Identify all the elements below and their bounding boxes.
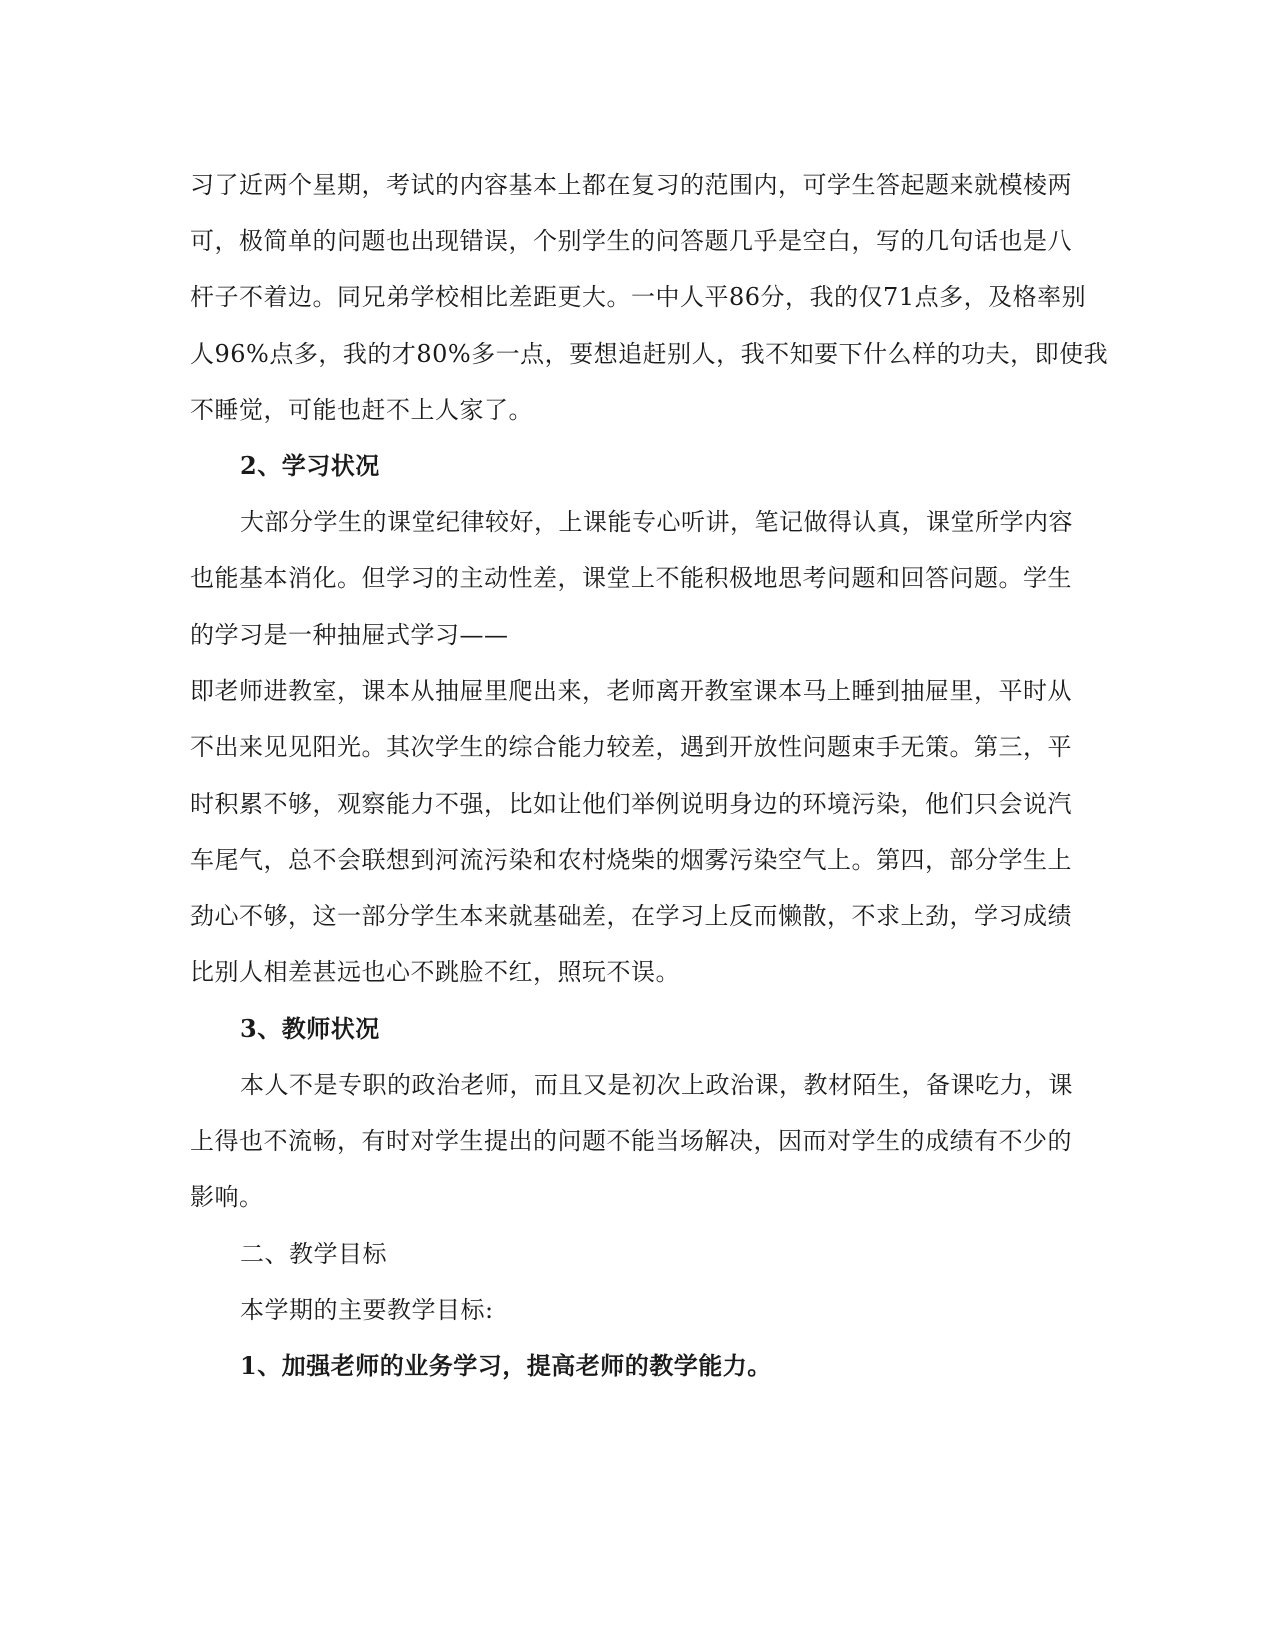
paragraph-line: 劲心不够，这一部分学生本来就基础差，在学习上反而懒散，不求上劲，学习成绩 [190,902,1072,930]
paragraph-line: 习了近两个星期，考试的内容基本上都在复习的范围内，可学生答起题来就模棱两 [190,171,1072,199]
paragraph-line: 杆子不着边。同兄弟学校相比差距更大。一中人平86分，我的仅71点多，及格率别 [190,283,1087,311]
paragraph-line: 不睡觉，可能也赶不上人家了。 [190,396,533,424]
paragraph-line: 即老师进教室，课本从抽屉里爬出来，老师离开教室课本马上睡到抽屉里，平时从 [190,677,1072,705]
paragraph-line: 影响。 [190,1183,264,1211]
paragraph-line: 不出来见见阳光。其次学生的综合能力较差，遇到开放性问题束手无策。第三，平 [190,733,1072,761]
paragraph-line: 时积累不够，观察能力不强，比如让他们举例说明身边的环境污染，他们只会说汽 [190,790,1072,818]
section-heading-teacher: 3、教师状况 [240,1014,380,1043]
paragraph-line: 也能基本消化。但学习的主动性差，课堂上不能积极地思考问题和回答问题。学生 [190,564,1072,592]
paragraph-line: 人96%点多，我的才80%多一点，要想追赶别人，我不知要下什么样的功夫，即使我 [190,340,1109,368]
section-heading-goals: 二、教学目标 [240,1240,387,1268]
paragraph-line: 比别人相差甚远也心不跳脸不红，照玩不误。 [190,958,680,986]
paragraph-line: 车尾气，总不会联想到河流污染和农村烧柴的烟雾污染空气上。第四，部分学生上 [190,846,1072,874]
paragraph-line: 本人不是专职的政治老师，而且又是初次上政治课，教材陌生，备课吃力，课 [240,1071,1073,1099]
paragraph-line: 本学期的主要教学目标: [240,1296,494,1324]
paragraph-line: 大部分学生的课堂纪律较好，上课能专心听讲，笔记做得认真，课堂所学内容 [240,508,1073,536]
goal-item-1: 1、加强老师的业务学习，提高老师的教学能力。 [240,1351,772,1380]
paragraph-line: 可，极简单的问题也出现错误，个别学生的问答题几乎是空白，写的几句话也是八 [190,227,1072,255]
section-heading-study: 2、学习状况 [240,451,380,480]
paragraph-line: 上得也不流畅，有时对学生提出的问题不能当场解决，因而对学生的成绩有不少的 [190,1127,1072,1155]
paragraph-line: 的学习是一种抽屉式学习—— [190,621,509,649]
